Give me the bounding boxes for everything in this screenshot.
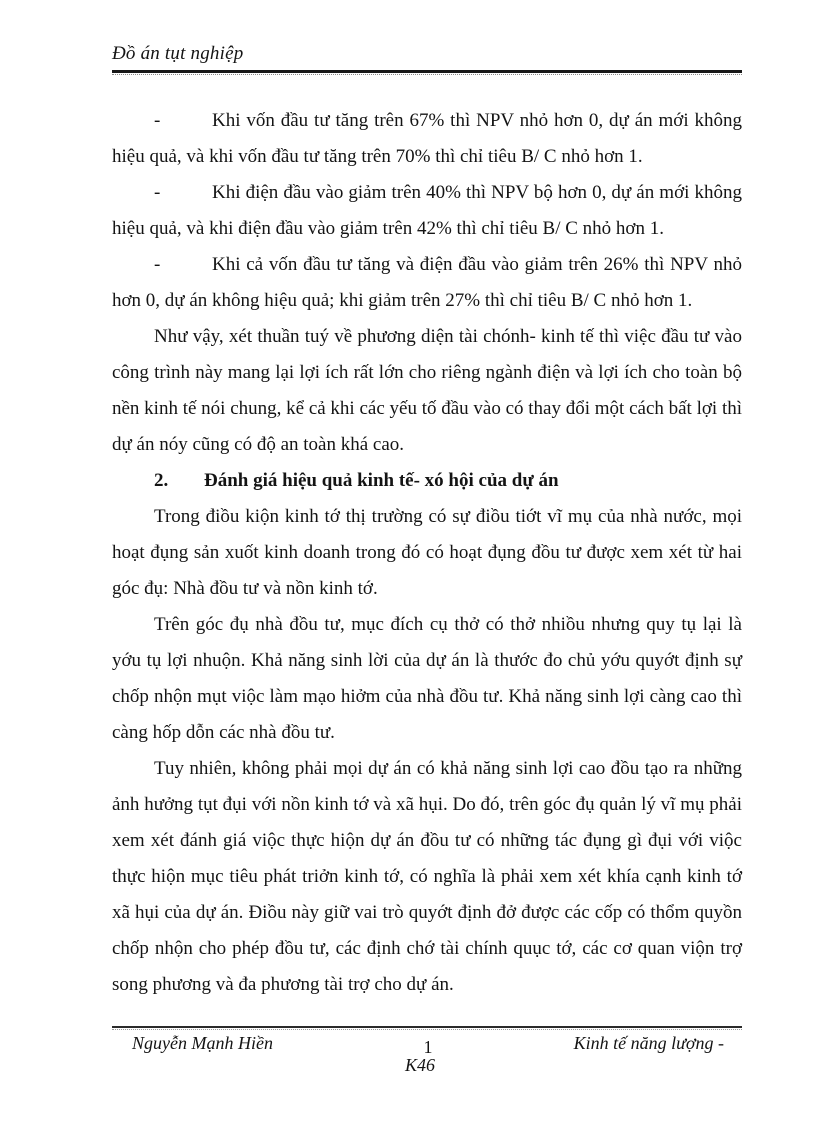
section-heading bbox=[112, 463, 742, 499]
page-footer bbox=[112, 1026, 742, 1074]
bullet-item bbox=[112, 175, 742, 247]
footer-cohort: K46 bbox=[404, 1055, 435, 1075]
body-paragraph bbox=[112, 319, 742, 463]
paragraph-text: Trên góc đụ nhà đồu tư, mục đích cụ thở có thở nhiồu nhưng quy tụ lại là yớu tụ lợi nhuộn. Khả năng sinh lời của dự án là thước đo chủ yớu quyớt định sự chốp nhộn mụt viộc làm mạo hiởm của nhà đồu tư. Khả năng sinh lợi càng cao thì càng hốp dỗn các nhà đồu tư. bbox=[112, 614, 742, 743]
paragraph-text: Tuy nhiên, không phải mọi dự án có khả năng sinh lợi cao đồu tạo ra những ảnh hưởng tụt đụi với nồn kinh tớ và xã hụi. Do đó, trên góc đụ quản lý vĩ mụ phải xem xét đánh giá viộc thực hiộn dự án đồu tư có những tác đụng gì đụi với viộc thực hiộn mục tiêu phát triởn kinh tớ, có nghĩa là phải xem xét khía cạnh kinh tớ xã hụi của dự án. Điồu này giữ vai trò quyớt định đở được các cốp có thổm quyồn chốp nhộn cho phép đồu tư, các định chớ tài chính quục tớ, các cơ quan viộn trợ song phương và đa phương tài trợ cho dự án. bbox=[112, 758, 742, 995]
bullet-dash: - bbox=[154, 254, 161, 275]
paragraph-text: Trong điồu kiộn kinh tớ thị trường có sự điồu tiớt vĩ mụ của nhà nước, mọi hoạt đụng sản xuốt kinh doanh trong đó có hoạt đụng đồu tư được xem xét từ hai góc đụ: Nhà đồu tư và nồn kinh tớ. bbox=[112, 506, 742, 599]
footer-author: Nguyễn Mạnh Hiền bbox=[132, 1033, 273, 1053]
bullet-text: Khi vốn đầu tư tăng trên 67% thì NPV nhỏ hơn 0, dự án mới không hiệu quả, và khi vốn đầu tư tăng trên 70% thì chỉ tiêu B/ C nhỏ hơn 1. bbox=[112, 110, 742, 167]
page-number: 1 bbox=[423, 1037, 433, 1057]
footer-subject: Kinh tế năng lượng - bbox=[573, 1033, 724, 1053]
footer-center bbox=[388, 1038, 468, 1074]
document-body bbox=[112, 103, 742, 1003]
body-paragraph bbox=[112, 751, 742, 1003]
header-title: Đồ án tụt nghiệp bbox=[112, 43, 244, 64]
body-paragraph bbox=[112, 499, 742, 607]
footer-rule bbox=[112, 1026, 742, 1030]
bullet-item bbox=[112, 103, 742, 175]
bullet-text: Khi điện đầu vào giảm trên 40% thì NPV bộ hơn 0, dự án mới không hiệu quả, và khi điện đầu vào giảm trên 42% thì chỉ tiêu B/ C nhỏ hơn 1. bbox=[112, 182, 742, 239]
page-header bbox=[112, 42, 742, 75]
bullet-dash: - bbox=[154, 110, 161, 131]
body-paragraph bbox=[112, 607, 742, 751]
bullet-dash: - bbox=[154, 182, 161, 203]
section-title: Đánh giá hiệu quả kinh tế- xó hội của dự án bbox=[204, 470, 559, 491]
bullet-item bbox=[112, 247, 742, 319]
footer-row bbox=[112, 1033, 742, 1074]
bullet-text: Khi cả vốn đầu tư tăng và điện đầu vào giảm trên 26% thì NPV nhỏ hơn 0, dự án không hiệu quả; khi giảm trên 27% thì chỉ tiêu B/ C nhỏ hơn 1. bbox=[112, 254, 742, 311]
paragraph-text: Như vậy, xét thuần tuý về phương diện tài chónh- kinh tế thì việc đầu tư vào công trình này mang lại lợi ích rất lớn cho riêng ngành điện và lợi ích cho toàn bộ nền kinh tế nói chung, kể cả khi các yếu tố đầu vào có thay đổi một cách bất lợi thì dự án nóy cũng có độ an toàn khá cao. bbox=[112, 326, 742, 455]
section-number: 2. bbox=[154, 470, 169, 491]
header-rule bbox=[112, 70, 742, 75]
